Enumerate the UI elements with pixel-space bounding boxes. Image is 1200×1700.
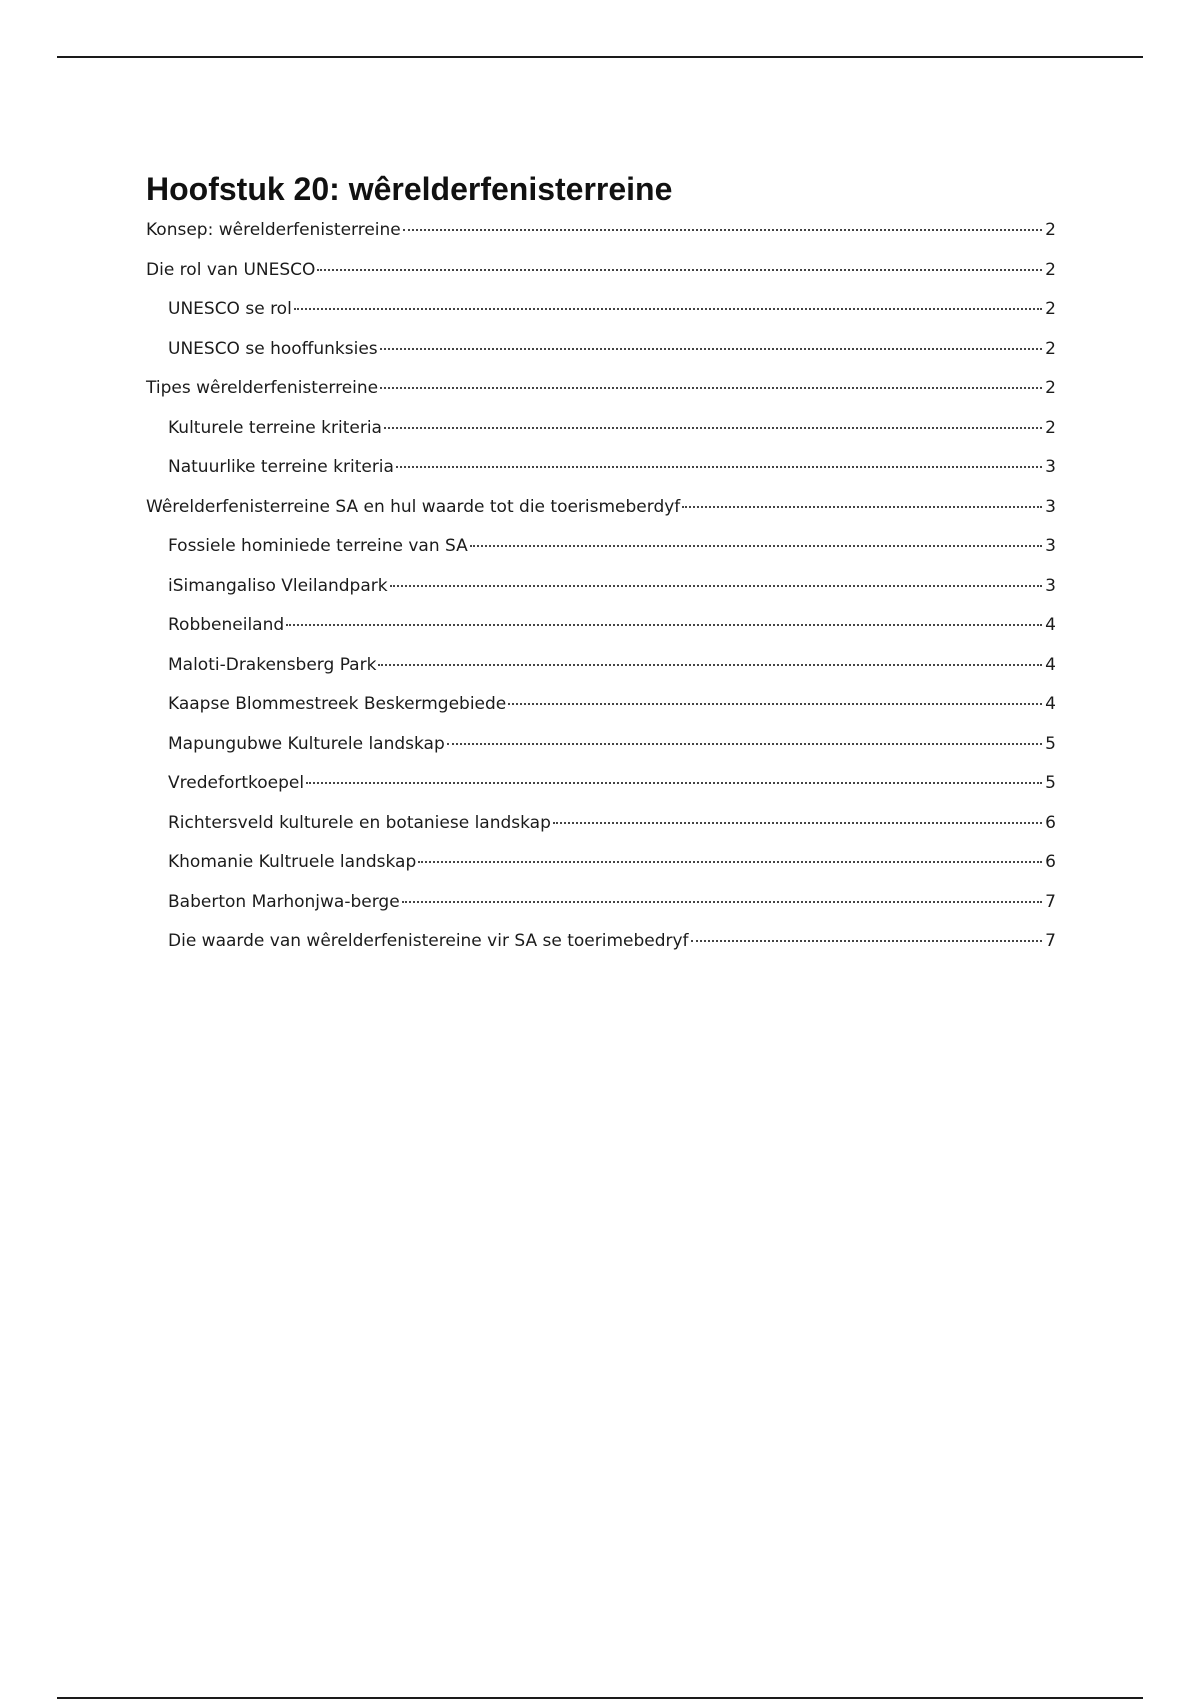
toc-page-number[interactable]: 3 [1045, 457, 1056, 477]
toc-entry[interactable] [146, 773, 1056, 813]
toc-dot-leader [403, 229, 1042, 231]
toc-dot-leader [390, 585, 1042, 587]
page-content [146, 168, 1056, 971]
toc-entry[interactable] [146, 497, 1056, 537]
toc-page-number[interactable]: 6 [1045, 812, 1056, 833]
toc-page-number[interactable]: 3 [1045, 536, 1056, 556]
toc-entry[interactable] [146, 734, 1056, 774]
toc-entry[interactable] [146, 655, 1056, 695]
toc-entry[interactable] [146, 299, 1056, 339]
toc-page-number[interactable]: 2 [1045, 220, 1056, 240]
toc-dot-leader [682, 506, 1042, 508]
toc-entry[interactable] [146, 852, 1056, 892]
toc-entry[interactable] [146, 418, 1056, 458]
toc-entry[interactable] [146, 813, 1056, 853]
toc-entry-label[interactable]: Khomanie Kultruele landskap [168, 852, 417, 872]
toc-entry[interactable] [146, 576, 1056, 616]
toc-entry-label[interactable]: Konsep: wêrelderfenisterreine [146, 220, 401, 240]
toc-page-number[interactable]: 7 [1045, 931, 1056, 951]
toc-dot-leader [402, 901, 1042, 903]
footer-rule [57, 1697, 1143, 1699]
toc-page-number[interactable]: 3 [1045, 575, 1056, 596]
toc-dot-leader [396, 466, 1042, 468]
toc-entry[interactable] [146, 615, 1056, 655]
toc-entry-label[interactable]: iSimangaliso Vleilandpark [168, 575, 388, 596]
toc-entry-label[interactable]: Robbeneiland [168, 615, 285, 635]
toc-entry-label[interactable]: UNESCO se rol [168, 299, 292, 319]
toc-entry-label[interactable]: Richtersveld kulturele en botaniese landskap [168, 812, 551, 833]
toc-page-number[interactable]: 5 [1045, 773, 1056, 793]
toc-dot-leader [380, 348, 1042, 350]
toc-dot-leader [447, 743, 1042, 745]
toc-page-number[interactable]: 2 [1045, 378, 1056, 398]
toc-page-number[interactable]: 5 [1045, 733, 1056, 754]
toc-dot-leader [553, 822, 1042, 824]
toc-dot-leader [294, 308, 1042, 310]
toc-dot-leader [306, 782, 1042, 784]
chapter-title: Hoofstuk 20: wêrelderfenisterreine [146, 171, 673, 207]
toc-dot-leader [508, 703, 1042, 705]
toc-entry[interactable] [146, 931, 1056, 971]
toc-entry[interactable] [146, 694, 1056, 734]
toc-dot-leader [286, 624, 1042, 626]
toc-entry-label[interactable]: Vredefortkoepel [168, 773, 305, 793]
toc-entry-label[interactable]: Mapungubwe Kulturele landskap [168, 733, 445, 754]
toc-page-number[interactable]: 4 [1045, 694, 1056, 714]
toc-entry-label[interactable]: Natuurlike terreine kriteria [168, 457, 394, 477]
toc-entry-label[interactable]: Die rol van UNESCO [146, 259, 316, 280]
toc-entry[interactable] [146, 378, 1056, 418]
toc-page-number[interactable]: 4 [1045, 615, 1056, 635]
toc-page-number[interactable]: 3 [1045, 496, 1056, 517]
toc-page-number[interactable]: 7 [1045, 891, 1056, 912]
toc-entry[interactable] [146, 892, 1056, 932]
toc-dot-leader [378, 664, 1042, 666]
toc-entry[interactable] [146, 339, 1056, 379]
header-rule [57, 56, 1143, 58]
toc-entry-label[interactable]: Fossiele hominiede terreine van SA [168, 536, 468, 556]
toc-page-number[interactable]: 2 [1045, 299, 1056, 319]
toc-dot-leader [418, 861, 1042, 863]
toc-dot-leader [384, 427, 1042, 429]
toc-entry-label[interactable]: Tipes wêrelderfenisterreine [146, 378, 379, 398]
toc-dot-leader [380, 387, 1042, 389]
toc-entry[interactable] [146, 457, 1056, 497]
toc-entry-label[interactable]: Die waarde van wêrelderfenistereine vir SA se toerimebedryf [168, 931, 689, 951]
toc-dot-leader [470, 545, 1042, 547]
table-of-contents [146, 220, 1056, 971]
toc-page-number[interactable]: 2 [1045, 338, 1056, 359]
toc-entry[interactable] [146, 536, 1056, 576]
toc-page-number[interactable]: 4 [1045, 654, 1056, 675]
toc-entry-label[interactable]: Wêrelderfenisterreine SA en hul waarde tot die toerismeberdyf [146, 496, 681, 517]
toc-entry[interactable] [146, 260, 1056, 300]
toc-dot-leader [317, 269, 1042, 271]
toc-entry-label[interactable]: Baberton Marhonjwa-berge [168, 891, 400, 912]
toc-entry-label[interactable]: Kaapse Blommestreek Beskermgebiede [168, 694, 507, 714]
toc-dot-leader [691, 940, 1042, 942]
toc-page-number[interactable]: 6 [1045, 852, 1056, 872]
toc-entry[interactable] [146, 220, 1056, 260]
toc-page-number[interactable]: 2 [1045, 259, 1056, 280]
toc-entry-label[interactable]: UNESCO se hooffunksies [168, 338, 378, 359]
toc-entry-label[interactable]: Kulturele terreine kriteria [168, 417, 382, 438]
toc-entry-label[interactable]: Maloti-Drakensberg Park [168, 654, 377, 675]
toc-page-number[interactable]: 2 [1045, 417, 1056, 438]
